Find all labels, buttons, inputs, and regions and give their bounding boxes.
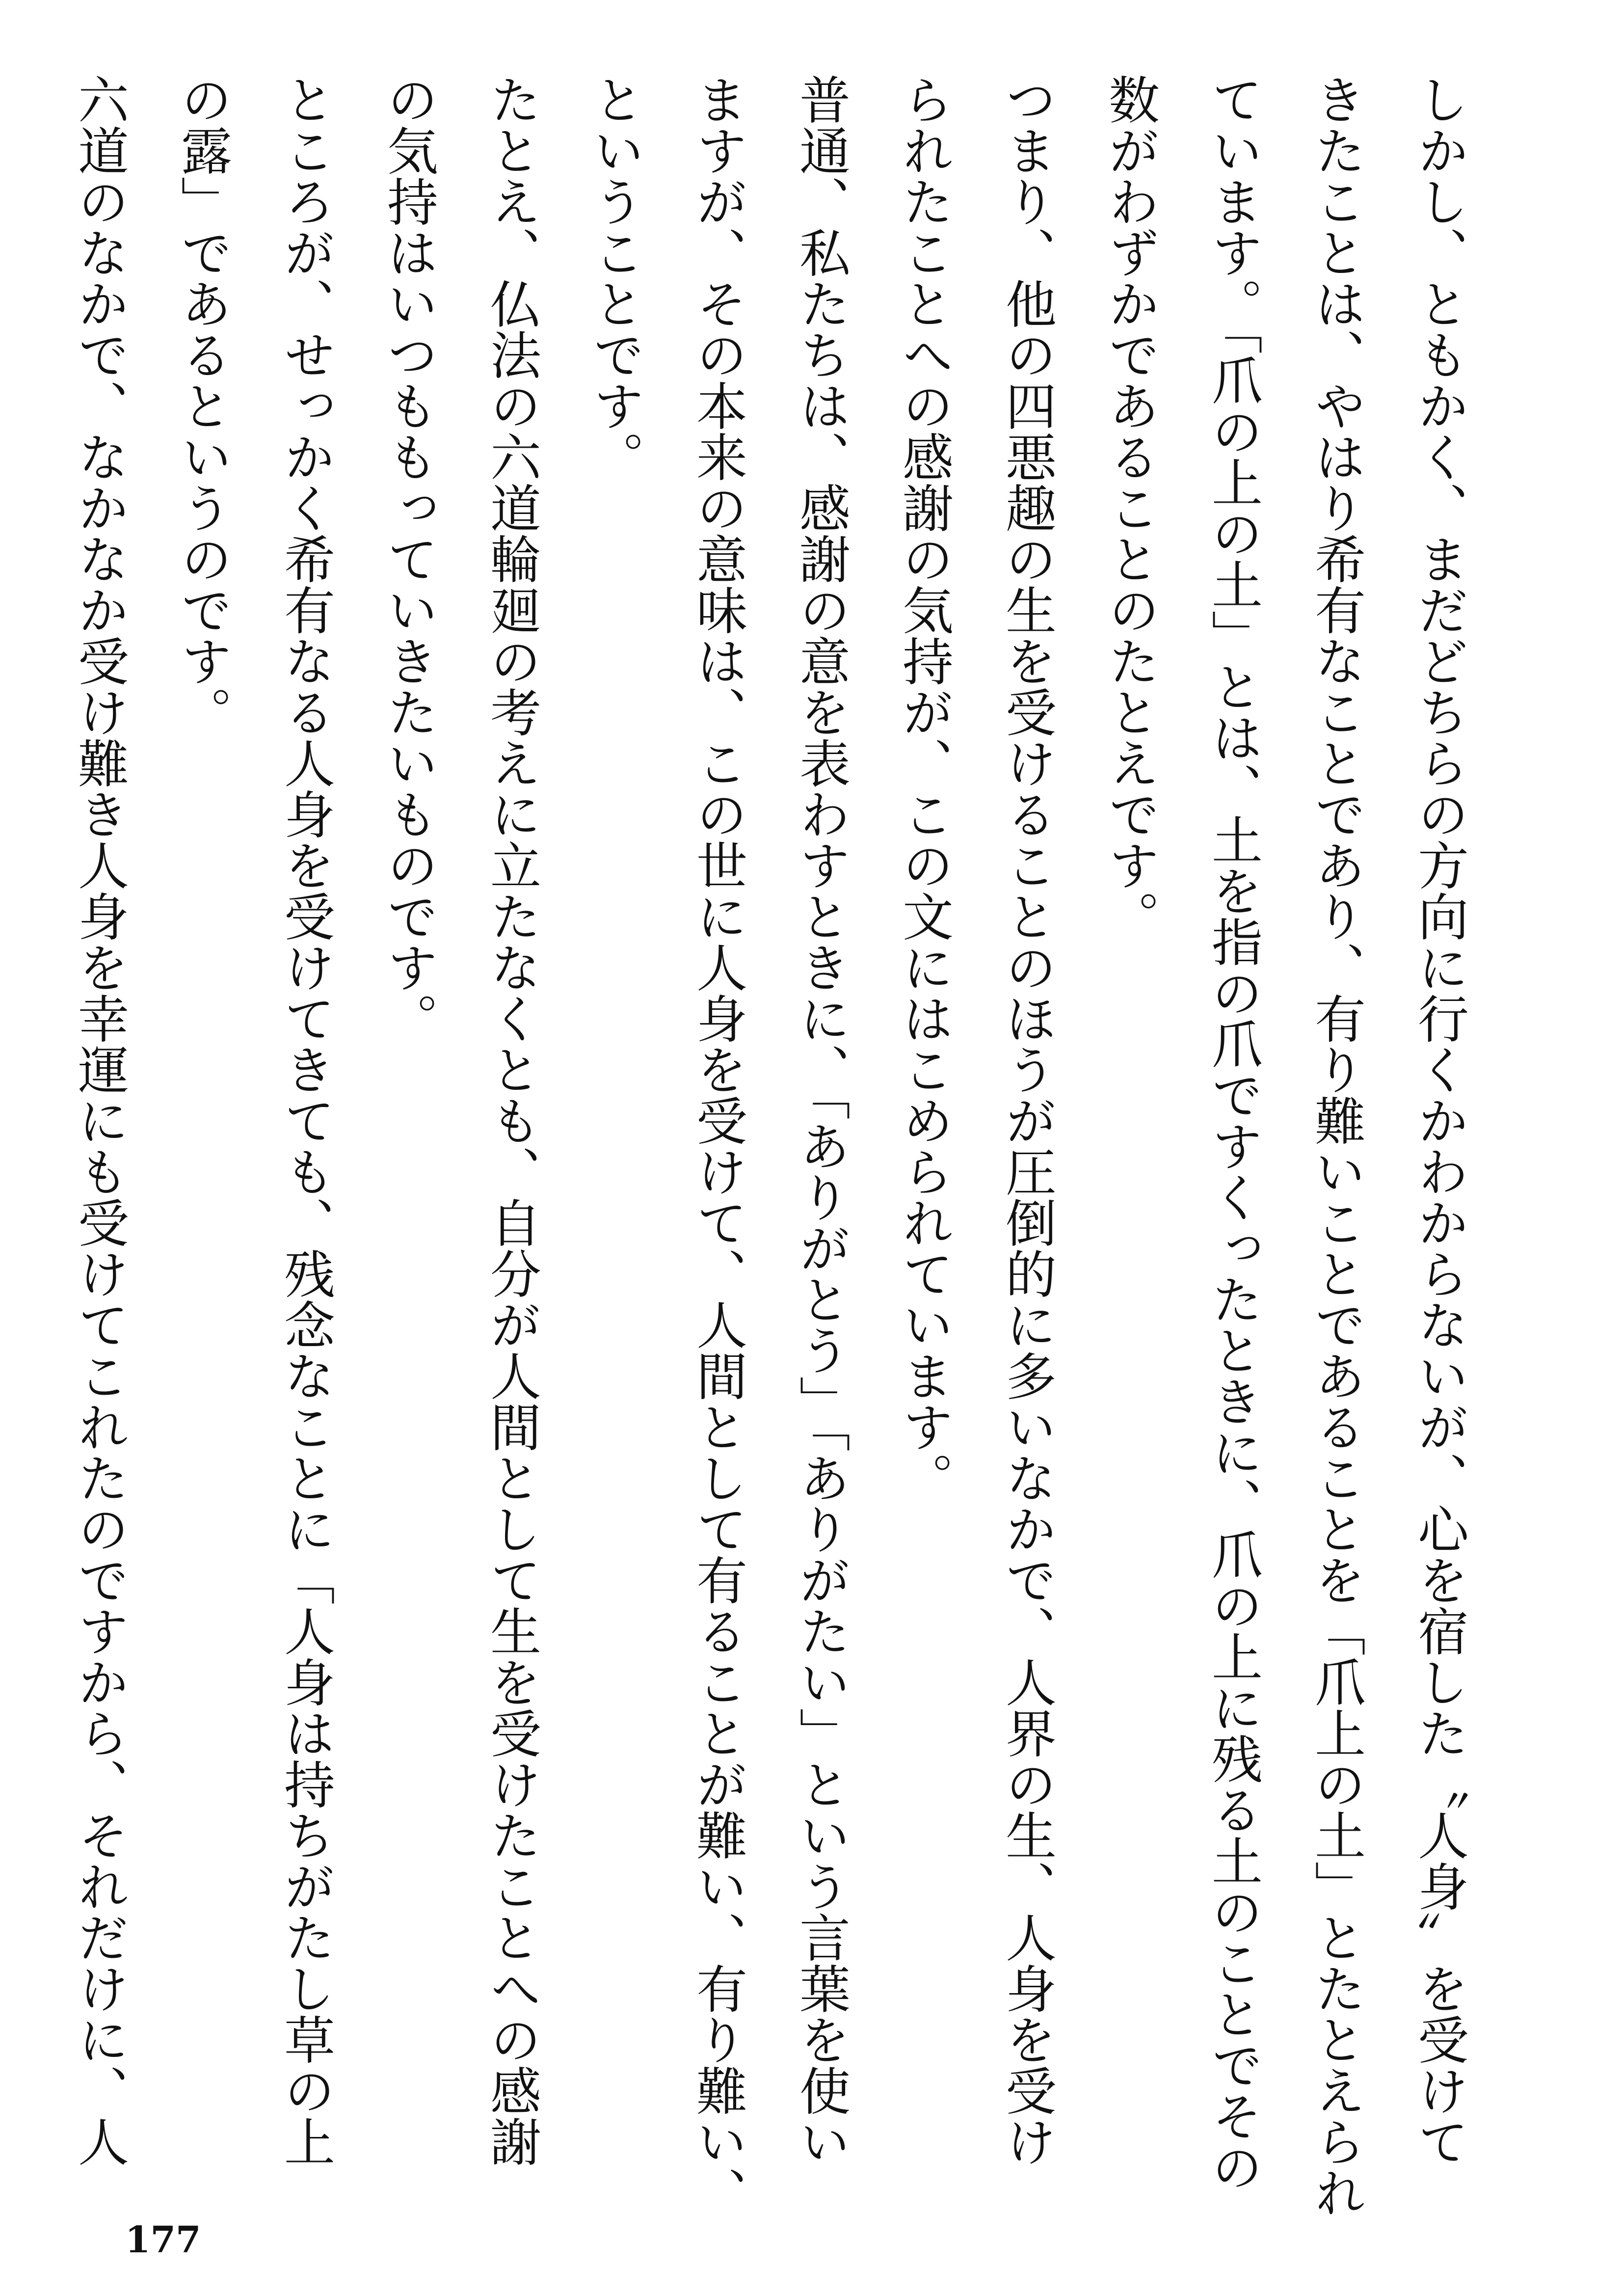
text-line: られたことへの感謝の気持が、この文にはこめられています。 — [894, 74, 954, 1503]
text-line: しかし、ともかく、まだどちらの方向に行くかわからないが、心を宿した〝人身〟を受けて — [1409, 74, 1469, 2167]
text-line: ところが、せっかく希有なる人身を受けてきても、残念なことに「人身は持ちがたし草の上 — [275, 74, 335, 2167]
text-line: つまり、他の四悪趣の生を受けることのほうが圧倒的に多いなかで、人界の生、人身を受け — [997, 74, 1057, 2167]
text-line: ということです。 — [585, 74, 644, 482]
text-line: 数がわずかであることのたとえです。 — [1100, 74, 1160, 942]
text-line: の露」であるというのです。 — [172, 74, 232, 737]
text-line: 六道のなかで、なかなか受け難き人身を幸運にも受けてこれたのですから、それだけに、人 — [69, 74, 129, 2167]
text-line: たとえ、仏法の六道輪廻の考えに立たなくとも、自分が人間として生を受けたことへの感謝 — [481, 74, 541, 2167]
text-line: の気持はいつももっていきたいものです。 — [378, 74, 438, 1044]
text-line: ています。「爪の上の土」とは、土を指の爪ですくったときに、爪の上に残る土のことでその — [1203, 74, 1263, 2192]
page-number: 177 — [125, 2219, 201, 2261]
text-line: ますが、その本来の意味は、この世に人身を受けて、人間として有ることが難い、有り難い、 — [688, 74, 747, 2218]
text-line: きたことは、やはり希有なことであり、有り難いことであることを「爪上の土」とたとえられ — [1306, 74, 1366, 2218]
text-line: 普通、私たちは、感謝の意を表わすときに、「ありがとう」「ありがたい」という言葉を使い — [791, 74, 851, 2167]
vertical-text-body — [48, 74, 1490, 2218]
